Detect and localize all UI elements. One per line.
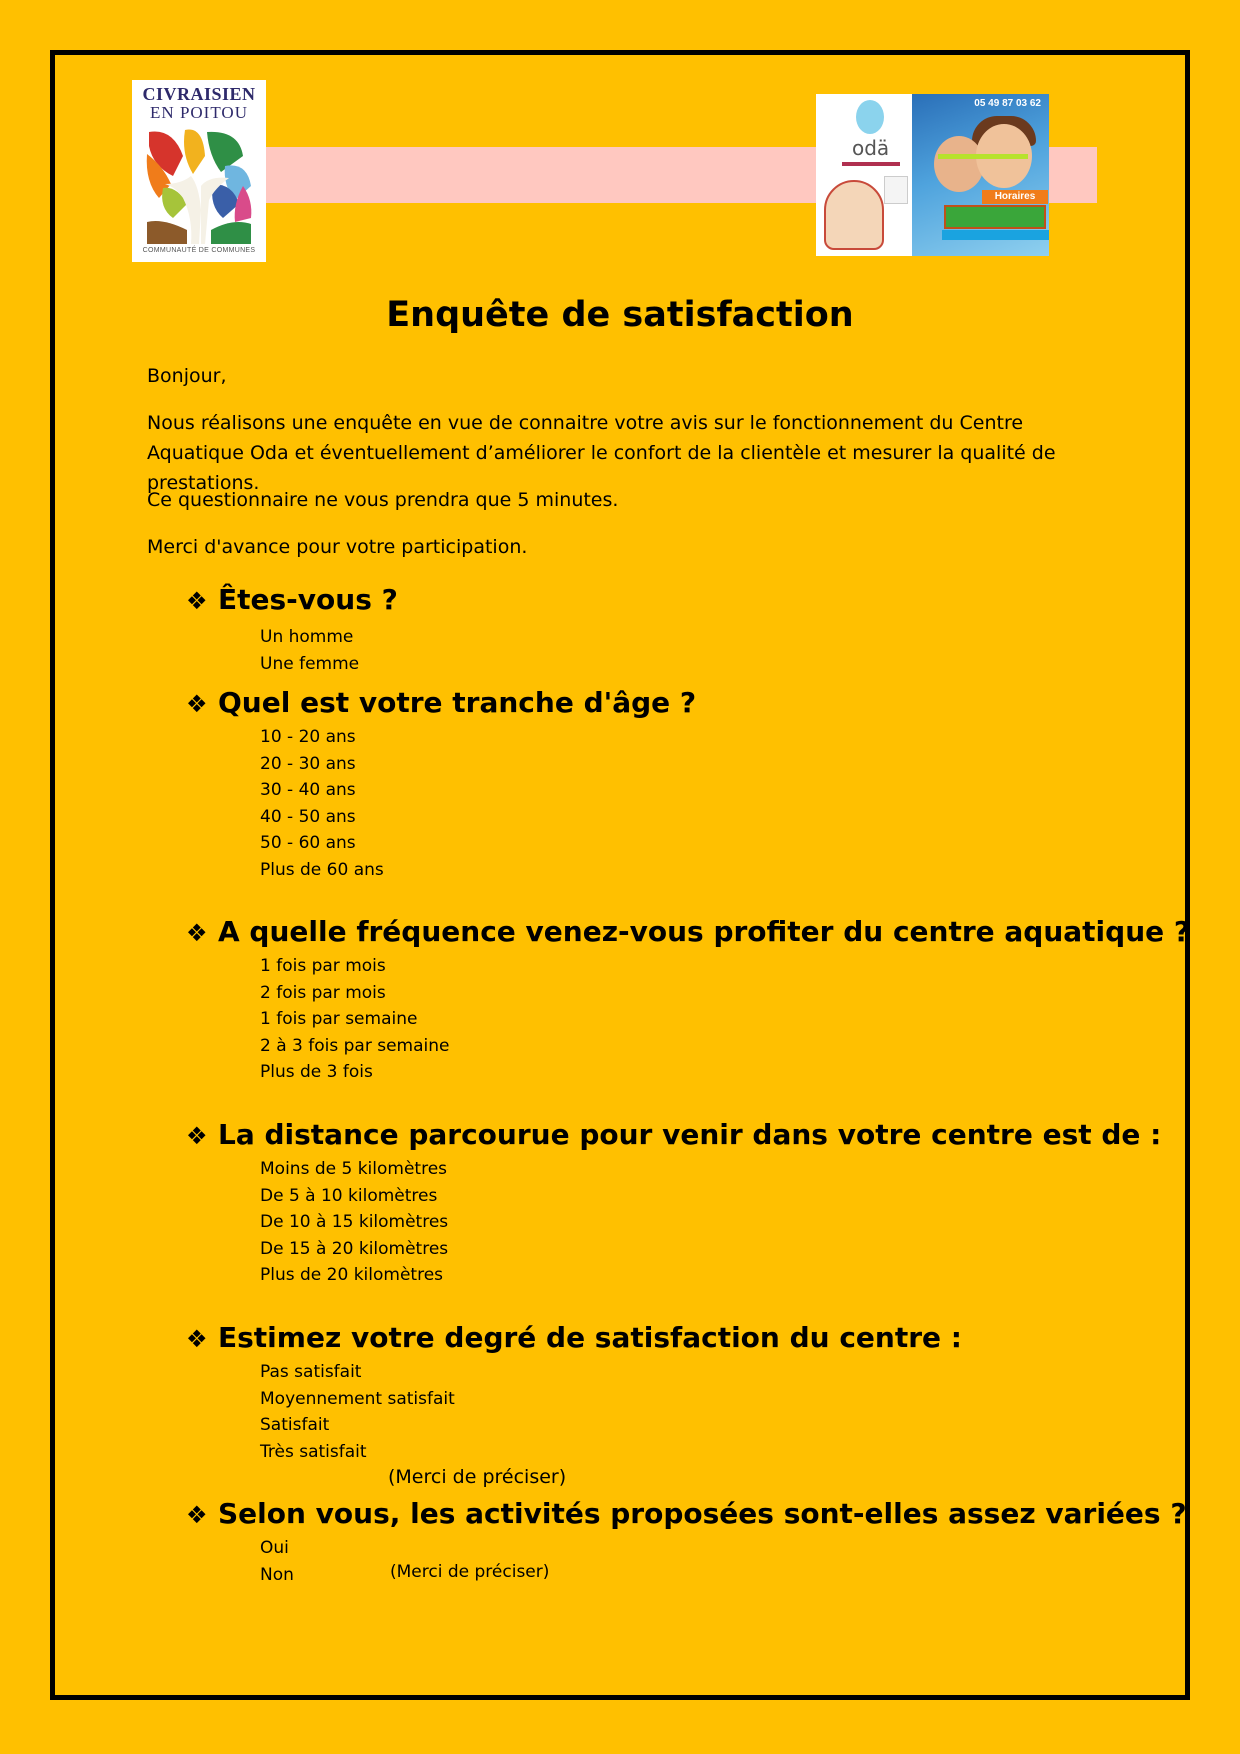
intro-thanks: Merci d'avance pour votre participation.: [147, 536, 528, 558]
question-satisfaction: [186, 1320, 962, 1357]
precision-note: (Merci de préciser): [390, 1562, 550, 1582]
diamond-bullet-icon: ❖: [186, 1325, 208, 1353]
option-item[interactable]: 40 - 50 ans: [260, 806, 356, 827]
logo-line-3: COMMUNAUTÉ DE COMMUNES: [142, 247, 256, 254]
option-item[interactable]: 30 - 40 ans: [260, 780, 356, 800]
diamond-bullet-icon: ❖: [186, 690, 208, 718]
option-item[interactable]: 2 fois par mois: [260, 982, 386, 1003]
logo-line-2: EN POITOU: [150, 103, 248, 122]
question-label: Estimez votre degré de satisfaction du centre :: [218, 1321, 962, 1354]
option-item[interactable]: Plus de 20 kilomètres: [260, 1265, 444, 1285]
logo-line-1: CIVRAISIEN: [142, 84, 256, 104]
page-title: Enquête de satisfaction: [386, 295, 854, 335]
options-activities: [260, 1535, 294, 1588]
diamond-bullet-icon: ❖: [186, 1122, 208, 1150]
oda-brand: odä: [852, 136, 890, 160]
diamond-bullet-icon: ❖: [186, 587, 208, 615]
question-distance: [186, 1117, 1161, 1154]
question-label: Quel est votre tranche d'âge ?: [218, 686, 697, 719]
brand-bar: [842, 162, 900, 166]
small-logo-icon: [884, 176, 908, 204]
question-age: [186, 685, 696, 722]
option-item[interactable]: Plus de 3 fois: [260, 1062, 373, 1082]
intro-paragraph: Nous réalisons une enquête en vue de connaitre votre avis sur le fonctionnement du Centre Aquatique Oda et éventuellement d’améliorer le confort de la clientèle et mesurer la qualité de prestations.: [147, 412, 1056, 494]
options-age: [260, 724, 384, 883]
question-frequency: [186, 914, 1190, 951]
options-distance: [260, 1156, 448, 1289]
option-item[interactable]: 20 - 30 ans: [260, 753, 356, 774]
option-item[interactable]: De 5 à 10 kilomètres: [260, 1185, 438, 1206]
option-item[interactable]: 1 fois par mois: [260, 956, 386, 976]
option-item[interactable]: Satisfait: [260, 1415, 330, 1435]
option-item[interactable]: Moins de 5 kilomètres: [260, 1159, 448, 1179]
option-item[interactable]: 10 - 20 ans: [260, 727, 356, 747]
option-item[interactable]: Un homme: [260, 627, 354, 647]
option-item[interactable]: De 10 à 15 kilomètres: [260, 1212, 449, 1232]
option-item[interactable]: 50 - 60 ans: [260, 833, 356, 853]
options-gender: [260, 624, 359, 677]
option-item[interactable]: Oui: [260, 1538, 289, 1558]
question-label: La distance parcourue pour venir dans votre centre est de :: [218, 1118, 1162, 1151]
viking-mascot-icon: [824, 180, 884, 250]
tree-icon: [143, 126, 255, 244]
flyer-horaires-box: [944, 205, 1046, 229]
option-item[interactable]: Non: [260, 1564, 294, 1585]
intro-greeting: Bonjour,: [147, 365, 227, 387]
question-label: Selon vous, les activités proposées sont-elles assez variées ?: [218, 1497, 1187, 1530]
option-item[interactable]: 1 fois par semaine: [260, 1009, 418, 1029]
question-gender: [186, 582, 398, 619]
intro-duration: Ce questionnaire ne vous prendra que 5 minutes.: [147, 489, 619, 511]
options-satisfaction: [260, 1359, 455, 1465]
question-label: Êtes-vous ?: [218, 583, 398, 616]
diamond-bullet-icon: ❖: [186, 1501, 208, 1529]
option-item[interactable]: 2 à 3 fois par semaine: [260, 1035, 450, 1056]
options-frequency: [260, 953, 449, 1086]
flyer-horaires: Horaires: [982, 190, 1048, 204]
water-drop-icon: [856, 100, 884, 134]
option-item[interactable]: Très satisfait: [260, 1441, 367, 1462]
option-item[interactable]: Pas satisfait: [260, 1362, 362, 1382]
diamond-bullet-icon: ❖: [186, 919, 208, 947]
option-item[interactable]: Une femme: [260, 653, 360, 674]
question-label: A quelle fréquence venez-vous profiter du centre aquatique ?: [218, 915, 1191, 948]
option-item[interactable]: Plus de 60 ans: [260, 859, 384, 880]
sunglasses-shape: [938, 154, 1028, 169]
flyer-phone: 05 49 87 03 62: [974, 98, 1041, 109]
question-activities: [186, 1496, 1187, 1533]
option-item[interactable]: Moyennement satisfait: [260, 1388, 455, 1409]
civraisien-logo: [132, 80, 266, 262]
oda-flyer-image: [816, 94, 1049, 256]
precision-note: (Merci de préciser): [388, 1466, 567, 1488]
flyer-footer-strip: [942, 230, 1049, 240]
option-item[interactable]: De 15 à 20 kilomètres: [260, 1238, 449, 1259]
